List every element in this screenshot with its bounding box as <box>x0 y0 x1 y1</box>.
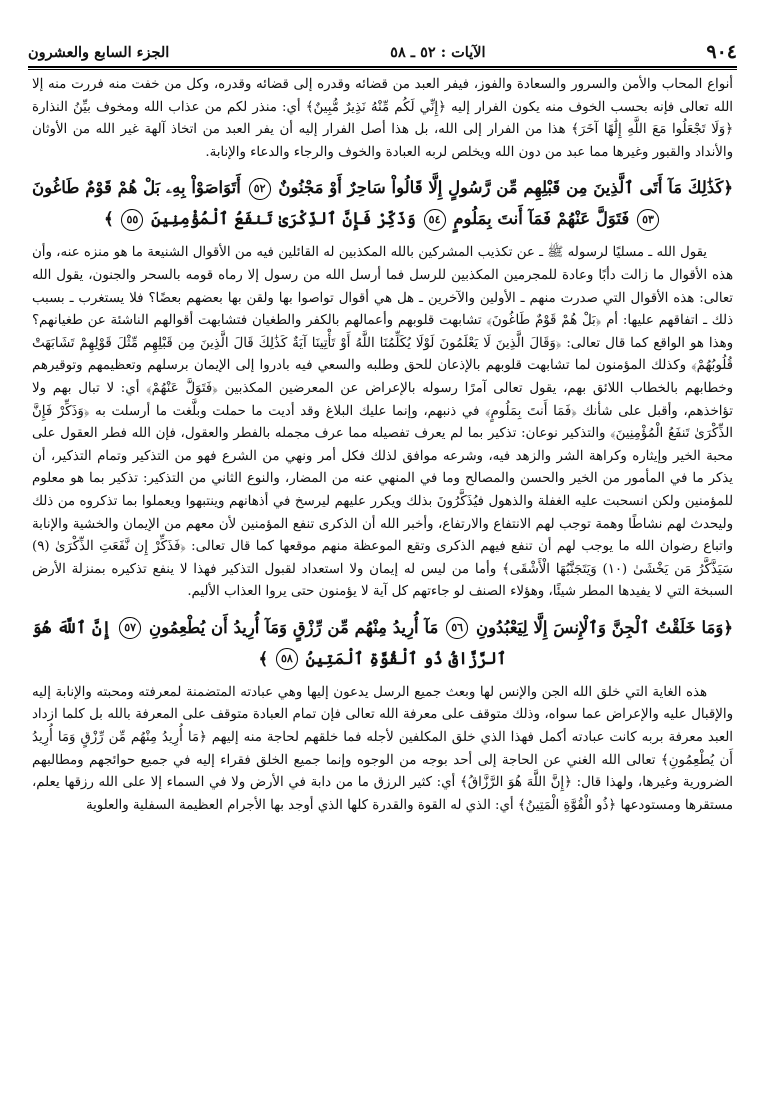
quran-text: وَذَكِّرْ فَإِنَّ ٱلذِّكْرَىٰ تَنفَعُ ٱلْمُؤْمِنِينَ <box>151 209 416 229</box>
header-rule-thin <box>28 69 737 70</box>
ayah-number: ٥٤ <box>424 209 446 231</box>
ayah-number: ٥٥ <box>121 209 143 231</box>
page-header <box>28 40 737 64</box>
quran-text: ﴿وَمَا خَلَقْتُ ٱلْجِنَّ وَٱلْإِنسَ إِلَّا لِيَعْبُدُونِ <box>475 617 734 637</box>
ayah-number: ٥٣ <box>637 209 659 231</box>
page-number: ٩٠٤ <box>706 41 737 63</box>
ayah-number: ٥٦ <box>446 617 468 639</box>
page-body <box>32 74 733 1089</box>
paragraph-1: أنواع المحاب والأمن والسرور والسعادة والفوز، فيفر العبد من قضائه وقدره إلى قضائه وقدره، وكل من خفت منه فررت منه إلا الله تعالى فإنه بحسب الخوف منه يكون الفرار إليه ﴿إِنِّي لَكُم مِّنْهُ نَذِيرٌ مُّبِينٌ﴾ أي: منذر لكم من عذاب الله ومخوف بيِّنُ النذارة ﴿وَلَا تَجْعَلُوا مَعَ اللَّهِ إِلَٰهًا آخَرَ﴾ هذا من الفرار إلى الله، بل هذا أصل الفرار إليه أن يفر العبد من اتخاذ آلهة غير الله من الأوثان والأنداد والقبور وغيرها مما عبد من دون الله ويخلص لربه العبادة والخوف والرجاء والدعاء والإنابة. <box>32 77 733 160</box>
ayah-number: ٥٧ <box>119 617 141 639</box>
quran-text: فَتَوَلَّ عَنْهُمْ فَمَآ أَنتَ بِمَلُومٍ <box>453 209 630 229</box>
part-name: الجزء السابع والعشرون <box>28 43 170 61</box>
ayah-number: ٥٨ <box>276 648 298 670</box>
quran-text: مَآ أُرِيدُ مِنْهُم مِّن رِّزْقٍ وَمَآ أُرِيدُ أَن يُطْعِمُونِ <box>148 617 439 637</box>
quran-block-1 <box>32 172 733 234</box>
quran-text: ﴿كَذَٰلِكَ مَآ أَتَى ٱلَّذِينَ مِن قَبْلِهِم مِّن رَّسُولٍ إِلَّا قَالُواْ سَاحِرٌ أَوْ مَجْنُونٌ <box>278 178 733 198</box>
quran-text: أَتَوَاصَوْاْ بِهِۦ بَلْ هُمْ قَوْمٌ طَاغُونَ <box>32 178 241 198</box>
paragraph-2: يقول الله ـ مسليًا لرسوله ﷺ ـ عن تكذيب المشركين بالله المكذبين له القائلين فيه من الأقوال الشنيعة ما هو منزه عنه، وأن هذه الأقوال ما زالت دأبًا وعادة للمجرمين المكذبين للرسل فما أرسل الله من رسول إلا رماه قومه بالسحر والجنون، يقول الله تعالى: هذه الأقوال التي صدرت منهم ـ الأولين والآخرين ـ هل هي أقوال تواصوا بها ولقن بها بعضهم بعضًا؟ فلا يستغرب ـ بسبب ذلك ـ اتفاقهم عليها: أم ﴿بَلْ هُمْ قَوْمٌ طَاغُونَ﴾ تشابهت قلوبهم وأعمالهم بالكفر والطغيان فتشابهت أقوالهم الناشئة عن طغيانهم؟ وهذا هو الواقع كما قال تعالى: ﴿وَقَالَ الَّذِينَ لَا يَعْلَمُونَ لَوْلَا يُكَلِّمُنَا اللَّهُ أَوْ تَأْتِينَا آيَةٌ كَذَٰلِكَ قَالَ الَّذِينَ مِن قَبْلِهِم مِّثْلَ قَوْلِهِمْ تَشَابَهَتْ قُلُوبُهُمْ﴾ وكذلك المؤمنون لما تشابهت قلوبهم بالإذعان للحق وطلبه والسعي فيه بادروا إلى الإيمان برسلهم وتعظيمهم وتوقيرهم وخطابهم بالخطاب اللائق بهم، يقول تعالى آمرًا رسوله بالإعراض عن المعرضين المكذبين ﴿فَتَوَلَّ عَنْهُمْ﴾ أي: لا تبال بهم ولا تؤاخذهم، وأقبل على شأنك ﴿فَمَا أَنتَ بِمَلُومٍ﴾ في ذنبهم، وإنما عليك البلاغ وقد أديت ما حملت وبلَّغت ما أرسلت به ﴿وَذَكِّرْ فَإِنَّ الذِّكْرَىٰ تَنفَعُ الْمُؤْمِنِينَ﴾ والتذكير نوعان: تذكير بما لم يعرف تفصيله مما عرف مجمله بالفطر والعقول، فإن الله فطر العقول على محبة الخير وإيثاره وكراهة الشر والزهد فيه، وشرعه موافق لذلك فكل أمر ونهي من الشرع فهو من التذكير وتمام التذكير، أن يذكر ما في المأمور من الخير والحسن والمصالح وما في المنهي عنه من المضار، والنوع الثاني من التذكير: تذكير بما هو معلوم للمؤمنين ولكن انسحبت عليه الغفلة والذهول فيُذَكَّرُونَ بذلك ويكرر عليهم ليرسخ في أذهانهم وينتبهوا ويعملوا بما تذكروه من ذلك وليحدث لهم نشاطًا وهمة توجب لهم الانتفاع والارتفاع، وأخبر الله أن الذكرى تنفع المؤمنين لأن معهم من الإيمان والخشية والإنابة واتباع رضوان الله ما يوجب لهم أن تنفع فيهم الذكرى وتقع الموعظة منهم موقعها كما قال تعالى: ﴿فَذَكِّرْ إِن نَّفَعَتِ الذِّكْرَىٰ (٩) سَيَذَّكَّرُ مَن يَخْشَىٰ (١٠) وَيَتَجَنَّبُهَا الْأَشْقَى﴾ وأما من ليس له إيمان ولا استعداد لقبول التذكير فهذا لا ينفع تذكيره بمنزلة الأرض السبخة التي لا يفيدها المطر شيئًا، وهؤلاء الصنف لو جاءتهم كل آية لا يؤمنون حتى يروا العذاب الأليم. <box>32 245 733 600</box>
verses-range: الآيات : ٥٢ ـ ٥٨ <box>390 43 486 61</box>
quran-close-bracket: ﴾ <box>258 648 269 668</box>
quran-text: إِنَّ ٱللَّهَ هُوَ ٱلرَّزَّاقُ ذُو ٱلْقُوَّةِ ٱلْمَتِينُ <box>32 617 507 668</box>
quran-close-bracket: ﴾ <box>103 209 114 229</box>
header-rule <box>28 66 737 68</box>
paragraph-3: هذه الغاية التي خلق الله الجن والإنس لها وبعث جميع الرسل يدعون إليها وهي عبادته المتضمنة لمعرفته ومحبته والإنابة إليه والإقبال عليه والإعراض عما سواه، وذلك متوقف على معرفة الله تعالى فإن تمام العبادة متوقف على المعرفة بالله بل كلما ازداد العبد معرفة بربه كانت عبادته أكمل فهذا الذي خلق المكلفين لأجله فما خلقهم لحاجة منه إليهم ﴿مَا أُرِيدُ مِنْهُم مِّن رِّزْقٍ وَمَا أُرِيدُ أَن يُطْعِمُونِ﴾ تعالى الله الغني عن الحاجة إلى أحد بوجه من الوجوه وإنما جميع الخلق فقراء إليه في جميع حوائجهم ومطالبهم الضرورية وغيرها، ولهذا قال: ﴿إِنَّ اللَّهَ هُوَ الرَّزَّاقُ﴾ أي: كثير الرزق ما من دابة في الأرض ولا في السماء إلا على الله رزقها يعلم، مستقرها ومستودعها ﴿ذُو الْقُوَّةِ الْمَتِينُ﴾ أي: الذي له القوة والقدرة كلها الذي أوجد بها الأجرام العظيمة السفلية والعلوية <box>32 684 733 813</box>
ayah-number: ٥٢ <box>249 178 271 200</box>
quran-block-2 <box>32 612 733 674</box>
